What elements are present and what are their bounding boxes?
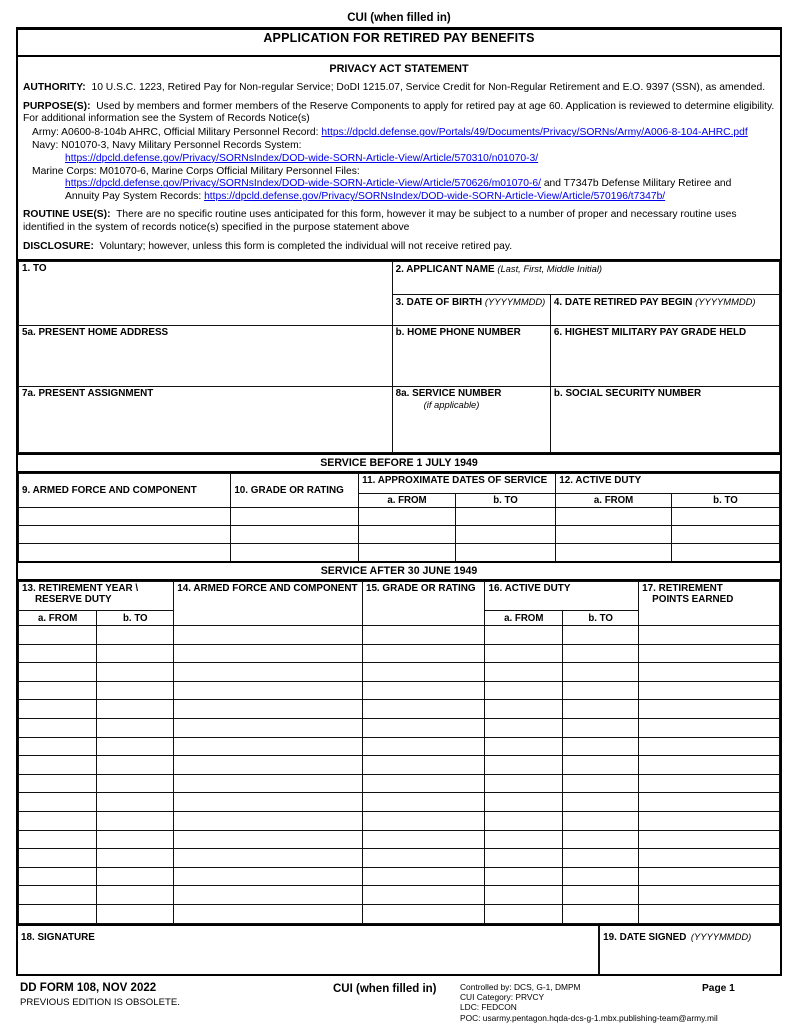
- col-15-header: 15. GRADE OR RATING: [362, 582, 485, 626]
- col-13-header: [19, 582, 174, 611]
- empty-cell[interactable]: [563, 886, 639, 905]
- empty-cell[interactable]: [19, 508, 231, 526]
- empty-service-row: [19, 811, 780, 830]
- empty-cell[interactable]: [174, 793, 363, 812]
- field-18-signature-cell[interactable]: [18, 926, 600, 974]
- empty-cell[interactable]: [485, 867, 563, 886]
- field-19-date-signed-cell[interactable]: [600, 926, 780, 974]
- empty-cell[interactable]: [639, 663, 780, 682]
- col-13b-to-header: b. TO: [97, 611, 174, 626]
- empty-cell[interactable]: [19, 544, 231, 563]
- col-10-header: 10. GRADE OR RATING: [231, 474, 359, 508]
- form-number: DD FORM 108, NOV 2022: [20, 981, 157, 994]
- empty-cell[interactable]: [174, 904, 363, 923]
- field-3-label: 3. DATE OF BIRTH: [395, 297, 483, 308]
- authority-label: AUTHORITY:: [23, 81, 86, 93]
- empty-cell[interactable]: [359, 508, 456, 526]
- empty-cell[interactable]: [362, 811, 485, 830]
- empty-cell[interactable]: [563, 904, 639, 923]
- empty-cell[interactable]: [639, 849, 780, 868]
- service-before-table: [18, 473, 780, 563]
- col-14-header: 14. ARMED FORCE AND COMPONENT: [174, 582, 363, 626]
- empty-cell[interactable]: [639, 644, 780, 663]
- empty-cell[interactable]: [19, 663, 97, 682]
- empty-service-row: [19, 544, 780, 563]
- empty-cell[interactable]: [455, 526, 555, 544]
- empty-cell[interactable]: [485, 849, 563, 868]
- col-11b-to-header: b. TO: [455, 494, 555, 508]
- empty-service-row: [19, 718, 780, 737]
- empty-cell[interactable]: [97, 904, 174, 923]
- empty-cell[interactable]: [359, 544, 456, 563]
- empty-cell[interactable]: [671, 544, 779, 563]
- empty-cell[interactable]: [362, 663, 485, 682]
- empty-cell[interactable]: [563, 681, 639, 700]
- privacy-heading: PRIVACY ACT STATEMENT: [329, 63, 469, 75]
- empty-cell[interactable]: [563, 811, 639, 830]
- empty-cell[interactable]: [362, 886, 485, 905]
- empty-cell[interactable]: [485, 644, 563, 663]
- form-frame: [16, 27, 782, 976]
- field-6-pay-grade-cell[interactable]: [550, 326, 779, 387]
- empty-cell[interactable]: [97, 886, 174, 905]
- empty-service-row: [19, 526, 780, 544]
- empty-cell[interactable]: [174, 849, 363, 868]
- annuity-sorn-link-line: [23, 191, 775, 204]
- empty-service-row: [19, 886, 780, 905]
- field-4-hint: (YYYYMMDD): [695, 296, 756, 307]
- empty-cell[interactable]: [362, 849, 485, 868]
- field-4-label: 4. DATE RETIRED PAY BEGIN: [553, 297, 693, 308]
- empty-cell[interactable]: [362, 830, 485, 849]
- field-8a-service-number-cell[interactable]: [392, 387, 550, 453]
- ldc-line: LDC: FEDCON: [460, 1002, 517, 1013]
- empty-cell[interactable]: [19, 526, 231, 544]
- field-1-to-cell[interactable]: [19, 262, 393, 326]
- cui-banner-bottom: CUI (when filled in): [333, 982, 437, 995]
- empty-cell[interactable]: [97, 849, 174, 868]
- empty-cell[interactable]: [485, 718, 563, 737]
- form-title: APPLICATION FOR RETIRED PAY BENEFITS: [263, 31, 535, 45]
- empty-service-row: [19, 867, 780, 886]
- empty-cell[interactable]: [174, 811, 363, 830]
- field-4-date-retired-pay-begin-cell[interactable]: [550, 295, 779, 326]
- empty-cell[interactable]: [639, 886, 780, 905]
- empty-cell[interactable]: [639, 626, 780, 645]
- empty-cell[interactable]: [639, 793, 780, 812]
- empty-cell[interactable]: [174, 644, 363, 663]
- marine-sorn-link[interactable]: https://dpcld.defense.gov/Privacy/SORNsIndex/DOD-wide-SORN-Article-View/Article/570626/m01070-6/: [65, 178, 541, 190]
- empty-cell[interactable]: [19, 737, 97, 756]
- empty-cell[interactable]: [563, 700, 639, 719]
- field-3-hint: (YYYYMMDD): [484, 296, 546, 307]
- empty-cell[interactable]: [97, 793, 174, 812]
- col-13-header-line1: 13. RETIREMENT YEAR \: [22, 583, 139, 594]
- service-after-body: [19, 626, 780, 924]
- field-5b-label: b. HOME PHONE NUMBER: [395, 327, 521, 338]
- annuity-prefix-text: Annuity Pay System Records:: [65, 191, 205, 203]
- footer-form-id-block: [20, 982, 180, 1008]
- col-13a-from-header: a. FROM: [19, 611, 97, 626]
- empty-cell[interactable]: [362, 626, 485, 645]
- empty-cell[interactable]: [19, 886, 97, 905]
- empty-cell[interactable]: [174, 830, 363, 849]
- empty-cell[interactable]: [563, 756, 639, 775]
- col-16a-from-header: a. FROM: [485, 611, 563, 626]
- empty-cell[interactable]: [174, 737, 363, 756]
- empty-cell[interactable]: [362, 700, 485, 719]
- field-2-hint: (Last, First, Middle Initial): [497, 263, 603, 274]
- empty-cell[interactable]: [97, 663, 174, 682]
- disclosure-label: DISCLOSURE:: [23, 240, 94, 252]
- empty-cell[interactable]: [97, 811, 174, 830]
- previous-edition-note: PREVIOUS EDITION IS OBSOLETE.: [20, 996, 180, 1008]
- empty-cell[interactable]: [174, 867, 363, 886]
- privacy-act-statement: [18, 57, 780, 261]
- empty-cell[interactable]: [671, 508, 779, 526]
- signature-row: [18, 924, 780, 974]
- empty-cell[interactable]: [639, 904, 780, 923]
- field-2-label: 2. APPLICANT NAME: [395, 264, 495, 275]
- empty-cell[interactable]: [97, 681, 174, 700]
- empty-cell[interactable]: [639, 700, 780, 719]
- navy-sorn-link[interactable]: https://dpcld.defense.gov/Privacy/SORNsIndex/DOD-wide-SORN-Article-View/Article/570310/n01070-3/: [65, 152, 539, 164]
- disclosure-paragraph: [23, 241, 775, 254]
- army-sorn-link[interactable]: https://dpcld.defense.gov/Portals/49/Documents/Privacy/SORNs/Army/A006-8-104-AHRC.pdf: [321, 127, 748, 139]
- empty-cell[interactable]: [485, 811, 563, 830]
- empty-cell[interactable]: [639, 718, 780, 737]
- cui-control-block: [460, 982, 718, 1024]
- empty-service-row: [19, 626, 780, 645]
- empty-cell[interactable]: [97, 737, 174, 756]
- empty-cell[interactable]: [362, 756, 485, 775]
- col-9-header: 9. ARMED FORCE AND COMPONENT: [19, 474, 231, 508]
- empty-cell[interactable]: [231, 544, 359, 563]
- empty-cell[interactable]: [639, 756, 780, 775]
- empty-service-row: [19, 508, 780, 526]
- empty-cell[interactable]: [563, 867, 639, 886]
- empty-cell[interactable]: [174, 700, 363, 719]
- empty-service-row: [19, 774, 780, 793]
- field-5a-label: 5a. PRESENT HOME ADDRESS: [22, 327, 169, 338]
- empty-cell[interactable]: [19, 626, 97, 645]
- empty-service-row: [19, 793, 780, 812]
- empty-cell[interactable]: [563, 663, 639, 682]
- empty-cell[interactable]: [563, 793, 639, 812]
- routine-use-text: There are no specific routine uses anticipated for this form, however it may be subject to a number of proper and necessary routine uses identified in the system of records notice(s) specified in the purpose statement above: [23, 208, 737, 233]
- empty-service-row: [19, 756, 780, 775]
- empty-cell[interactable]: [485, 663, 563, 682]
- navy-sorn-text: Navy: N01070-3, Navy Military Personnel Records System:: [32, 139, 302, 151]
- empty-cell[interactable]: [639, 774, 780, 793]
- field-6-label: 6. HIGHEST MILITARY PAY GRADE HELD: [553, 327, 747, 338]
- empty-cell[interactable]: [485, 830, 563, 849]
- field-1-to-label: 1. TO: [22, 263, 47, 274]
- cui-banner-top: CUI (when filled in): [347, 12, 451, 24]
- empty-cell[interactable]: [556, 508, 672, 526]
- empty-cell[interactable]: [174, 663, 363, 682]
- field-18-label: 18. SIGNATURE: [21, 931, 95, 943]
- empty-cell[interactable]: [359, 526, 456, 544]
- empty-cell[interactable]: [563, 644, 639, 663]
- empty-cell[interactable]: [174, 774, 363, 793]
- empty-cell[interactable]: [19, 681, 97, 700]
- empty-cell[interactable]: [485, 737, 563, 756]
- empty-cell[interactable]: [455, 544, 555, 563]
- field-8b-label: b. SOCIAL SECURITY NUMBER: [553, 388, 702, 399]
- empty-cell[interactable]: [556, 544, 672, 563]
- empty-service-row: [19, 644, 780, 663]
- col-17-header-line1: 17. RETIREMENT: [642, 583, 723, 594]
- empty-cell[interactable]: [362, 867, 485, 886]
- service-after-table: [18, 581, 780, 924]
- empty-service-row: [19, 849, 780, 868]
- empty-cell[interactable]: [231, 526, 359, 544]
- empty-cell[interactable]: [97, 644, 174, 663]
- purpose-paragraph: [23, 101, 775, 127]
- empty-cell[interactable]: [174, 756, 363, 775]
- empty-cell[interactable]: [485, 626, 563, 645]
- routine-use-label: ROUTINE USE(S):: [23, 208, 111, 220]
- empty-cell[interactable]: [362, 737, 485, 756]
- col-12-header: 12. ACTIVE DUTY: [556, 474, 780, 494]
- empty-cell[interactable]: [97, 774, 174, 793]
- authority-paragraph: [23, 82, 775, 95]
- col-11a-from-header: a. FROM: [359, 494, 456, 508]
- marine-sorn-mid-text: and T7347b Defense Military Retiree and: [540, 178, 732, 190]
- navy-sorn-link-line: [23, 153, 775, 166]
- empty-cell[interactable]: [19, 700, 97, 719]
- col-12b-to-header: b. TO: [671, 494, 779, 508]
- empty-cell[interactable]: [639, 737, 780, 756]
- field-19-hint: (YYYYMMDD): [690, 930, 752, 942]
- field-5b-home-phone-cell[interactable]: [392, 326, 550, 387]
- empty-cell[interactable]: [485, 756, 563, 775]
- empty-cell[interactable]: [19, 774, 97, 793]
- field-7a-present-assignment-cell[interactable]: [19, 387, 393, 453]
- army-sorn-line: [23, 127, 775, 140]
- col-11-header: 11. APPROXIMATE DATES OF SERVICE: [359, 474, 556, 494]
- empty-cell[interactable]: [563, 830, 639, 849]
- field-2-applicant-name-cell[interactable]: [392, 262, 779, 295]
- empty-cell[interactable]: [485, 904, 563, 923]
- page-footer: [0, 982, 798, 1024]
- empty-cell[interactable]: [639, 830, 780, 849]
- field-5a-home-address-cell[interactable]: [19, 326, 393, 387]
- empty-cell[interactable]: [19, 756, 97, 775]
- empty-cell[interactable]: [97, 756, 174, 775]
- empty-cell[interactable]: [97, 626, 174, 645]
- empty-cell[interactable]: [19, 904, 97, 923]
- empty-cell[interactable]: [19, 793, 97, 812]
- empty-cell[interactable]: [97, 830, 174, 849]
- empty-cell[interactable]: [97, 867, 174, 886]
- empty-cell[interactable]: [19, 718, 97, 737]
- empty-cell[interactable]: [563, 737, 639, 756]
- empty-cell[interactable]: [362, 774, 485, 793]
- empty-cell[interactable]: [19, 849, 97, 868]
- empty-cell[interactable]: [563, 626, 639, 645]
- empty-cell[interactable]: [174, 681, 363, 700]
- disclosure-text: Voluntary; however, unless this form is completed the individual will not receive retired pay.: [99, 240, 513, 252]
- authority-text: 10 U.S.C. 1223, Retired Pay for Non-regular Service; DoDI 1215.07, Service Credit for Non-Regular Retirement and E.O. 9397 (SSN), as amended.: [91, 81, 766, 93]
- empty-cell[interactable]: [97, 718, 174, 737]
- empty-cell[interactable]: [362, 681, 485, 700]
- form-title-box: [18, 30, 780, 57]
- empty-cell[interactable]: [362, 793, 485, 812]
- empty-cell[interactable]: [563, 718, 639, 737]
- empty-cell[interactable]: [485, 681, 563, 700]
- empty-cell[interactable]: [231, 508, 359, 526]
- service-after-section-header: SERVICE AFTER 30 JUNE 1949: [18, 563, 780, 581]
- empty-cell[interactable]: [485, 886, 563, 905]
- col-13-header-line2: RESERVE DUTY: [35, 594, 112, 605]
- empty-service-row: [19, 830, 780, 849]
- empty-cell[interactable]: [362, 644, 485, 663]
- empty-service-row: [19, 663, 780, 682]
- empty-cell[interactable]: [174, 886, 363, 905]
- field-7a-label: 7a. PRESENT ASSIGNMENT: [22, 388, 154, 399]
- service-before-section-header: SERVICE BEFORE 1 JULY 1949: [18, 453, 780, 473]
- service-before-body: [19, 508, 780, 563]
- empty-service-row: [19, 700, 780, 719]
- poc-line: POC: usarmy.pentagon.hqda-dcs-g-1.mbx.publishing-team@army.mil: [460, 1012, 718, 1023]
- page-number: Page 1: [702, 982, 735, 994]
- empty-cell[interactable]: [563, 849, 639, 868]
- col-12a-from-header: a. FROM: [556, 494, 672, 508]
- purpose-text: Used by members and former members of the Reserve Components to apply for retired pay at age 60. Application is reviewed to determine eligibility. For additional information see the System of Records Notice(s): [23, 100, 775, 125]
- empty-cell[interactable]: [485, 793, 563, 812]
- field-3-date-of-birth-cell[interactable]: [392, 295, 550, 326]
- empty-cell[interactable]: [97, 700, 174, 719]
- empty-service-row: [19, 904, 780, 923]
- field-8a-hint: (if applicable): [423, 399, 480, 410]
- empty-cell[interactable]: [19, 811, 97, 830]
- col-16b-to-header: b. TO: [563, 611, 639, 626]
- empty-cell[interactable]: [639, 867, 780, 886]
- empty-cell[interactable]: [174, 626, 363, 645]
- marine-sorn-text: Marine Corps: M01070-6, Marine Corps Official Military Personnel Files:: [32, 165, 360, 177]
- empty-cell[interactable]: [19, 644, 97, 663]
- empty-cell[interactable]: [556, 526, 672, 544]
- empty-cell[interactable]: [639, 811, 780, 830]
- marine-sorn-link-line: [23, 178, 775, 191]
- col-17-header-line2: POINTS EARNED: [652, 594, 734, 605]
- empty-cell[interactable]: [671, 526, 779, 544]
- field-8b-ssn-cell[interactable]: [550, 387, 779, 453]
- cui-category-line: CUI Category: PRVCY: [460, 991, 545, 1002]
- army-sorn-text: Army: A0600-8-104b AHRC, Official Military Personnel Record:: [32, 127, 322, 139]
- empty-service-row: [19, 737, 780, 756]
- empty-cell[interactable]: [455, 508, 555, 526]
- top-fields-grid: [18, 261, 780, 453]
- empty-cell[interactable]: [485, 774, 563, 793]
- controlled-by-line: Controlled by: DCS, G-1, DMPM: [460, 981, 581, 992]
- empty-service-row: [19, 681, 780, 700]
- empty-cell[interactable]: [362, 718, 485, 737]
- purpose-label: PURPOSE(S):: [23, 100, 91, 112]
- empty-cell[interactable]: [19, 830, 97, 849]
- col-16-header: 16. ACTIVE DUTY: [485, 582, 639, 611]
- empty-cell[interactable]: [362, 904, 485, 923]
- marine-sorn-line: [23, 166, 775, 179]
- empty-cell[interactable]: [563, 774, 639, 793]
- empty-cell[interactable]: [639, 681, 780, 700]
- empty-cell[interactable]: [19, 867, 97, 886]
- routine-use-paragraph: [23, 209, 775, 235]
- annuity-sorn-link[interactable]: https://dpcld.defense.gov/Privacy/SORNsIndex/DOD-wide-SORN-Article-View/Article/570196/t7347b/: [204, 191, 666, 203]
- empty-cell[interactable]: [174, 718, 363, 737]
- field-8a-label: 8a. SERVICE NUMBER: [395, 388, 502, 399]
- col-17-header: [639, 582, 780, 626]
- navy-sorn-line: [23, 140, 775, 153]
- field-19-label: 19. DATE SIGNED: [603, 931, 687, 943]
- empty-cell[interactable]: [485, 700, 563, 719]
